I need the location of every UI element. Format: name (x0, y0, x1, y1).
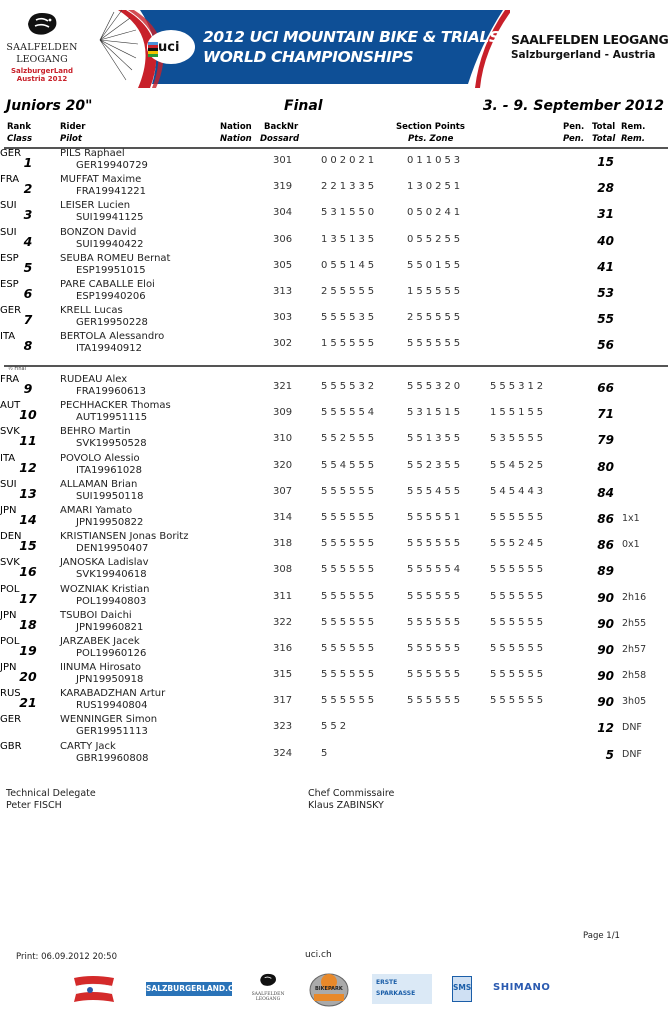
championship-title-line1: 2012 UCI MOUNTAIN BIKE & TRIALS (203, 28, 500, 46)
rider-name: RUDEAU Alex (60, 374, 128, 385)
bib-cell: 301 (273, 155, 293, 166)
col-bib: BackNr (264, 122, 299, 132)
nation-cell: SUI (0, 226, 17, 238)
col-rem: Rem. (621, 122, 646, 132)
rider-uci-id: JPN19950822 (76, 516, 144, 528)
total-cell: 41 (597, 259, 614, 274)
rank-cell: 17 (19, 590, 37, 606)
rider-name: KARABADZHAN Artur (60, 688, 166, 700)
rider-name: LEISER Lucien (60, 200, 131, 212)
rider-uci-id: ESP19940206 (76, 290, 146, 302)
total-cell: 89 (597, 564, 614, 579)
bib-cell: 314 (273, 511, 293, 523)
event-dates: 3. - 9. September 2012 (482, 98, 664, 114)
rider-uci-id: SUI19940422 (76, 238, 144, 250)
rider-uci-id: DEN19950407 (76, 543, 149, 555)
table-row (0, 331, 670, 357)
logo-text-austria: Austria 2012 (16, 75, 68, 83)
rider-name: TSUBOI Daichi (60, 609, 132, 621)
nation-cell: SVK (0, 557, 20, 569)
section-points-lap3: 555245 (490, 538, 547, 550)
section-points-lap2: 155555 (407, 285, 464, 297)
table-row (0, 426, 670, 452)
total-cell: 90 (597, 616, 614, 631)
total-cell: 90 (597, 642, 614, 657)
technical-delegate-label: Technical Delegate (6, 788, 96, 799)
rider-name: KRELL Lucas (60, 305, 123, 317)
section-points-lap2: 555554 (407, 564, 464, 576)
section-points-lap3: 555555 (490, 669, 547, 681)
rider-uci-id: GBR19960808 (76, 752, 149, 764)
austria-sponsor-logo (72, 974, 118, 1006)
section-points-lap1: 555555 (321, 616, 378, 628)
rider-uci-id: SVK19950528 (76, 438, 147, 450)
total-cell: 5 (605, 747, 614, 762)
category-title: Juniors 20" (6, 98, 93, 114)
erste-text: ERSTE (376, 979, 398, 986)
section-points-lap1: 552 (321, 721, 350, 733)
bib-cell: 316 (273, 642, 293, 654)
section-points-lap1: 221335 (321, 181, 378, 193)
table-row (0, 610, 670, 636)
section-points-lap1: 002021 (321, 155, 378, 166)
rider-name: POVOLO Alessio (60, 452, 140, 464)
rank-cell: 10 (19, 407, 37, 423)
table-row (0, 253, 670, 279)
nation-cell: ESP (0, 252, 19, 264)
nation-cell: SUI (0, 200, 17, 212)
nation-cell: GBR (0, 740, 22, 752)
col-section-points-fr: Pts. Zone (408, 134, 454, 144)
rider-name: JANOSKA Ladislav (60, 557, 149, 569)
section-points-lap2: 552355 (407, 459, 464, 471)
section-points-lap2: 551355 (407, 433, 464, 445)
rider-name: CARTY Jack (60, 740, 116, 752)
phase-title: Final (284, 98, 323, 114)
bib-cell: 309 (273, 407, 293, 419)
nation-cell: ITA (0, 452, 16, 464)
sparkasse-text: SPARKASSE (376, 990, 416, 997)
remark-cell: 2h58 (622, 670, 647, 682)
saalfelden-leogang-logo (4, 8, 76, 88)
nation-cell: ESP (0, 278, 19, 290)
half-final-divider (4, 365, 668, 367)
nation-cell: JPN (0, 609, 17, 621)
rider-name: SEUBA ROMEU Bernat (60, 252, 171, 264)
section-points-lap1: 155555 (321, 338, 378, 350)
nation-cell: SVK (0, 426, 20, 438)
rider-uci-id: ITA19961028 (76, 464, 143, 476)
nation-cell: AUT (0, 400, 21, 412)
rider-uci-id: ESP19951015 (76, 264, 146, 276)
section-points-lap1: 555555 (321, 564, 378, 576)
remark-cell: 2h16 (622, 591, 647, 603)
col-pen: Pen. (563, 122, 585, 132)
rank-cell: 20 (19, 669, 37, 685)
section-points-lap1: 255555 (321, 285, 378, 297)
rider-uci-id: SUI19941125 (76, 212, 144, 224)
total-cell: 84 (597, 485, 614, 500)
section-points-lap1: 555555 (321, 590, 378, 602)
section-points-lap3: 555555 (490, 642, 547, 654)
total-cell: 86 (597, 511, 614, 526)
section-points-lap2: 555555 (407, 338, 464, 350)
nation-cell: DEN (0, 531, 22, 543)
col-rider-fr: Pilot (60, 134, 82, 144)
section-points-lap3: 555555 (490, 590, 547, 602)
bib-cell: 317 (273, 695, 293, 707)
rider-uci-id: AUT19951115 (76, 412, 148, 424)
col-nation: Nation (220, 122, 252, 132)
section-points-lap1: 555555 (321, 538, 378, 550)
table-header (0, 122, 670, 148)
erste-sparkasse-logo (372, 974, 432, 1004)
bib-cell: 303 (273, 312, 293, 324)
rider-name: MUFFAT Maxime (60, 174, 142, 186)
total-cell: 53 (597, 285, 614, 300)
rider-name: AMARI Yamato (60, 504, 133, 516)
technical-delegate-name: Peter FISCH (6, 800, 62, 811)
rank-cell: 21 (19, 695, 37, 711)
rider-uci-id: ITA19940912 (76, 343, 143, 355)
total-cell: 31 (597, 207, 614, 222)
table-row (0, 400, 670, 426)
section-points-lap3: 155155 (490, 407, 547, 419)
section-points-lap2: 555551 (407, 511, 464, 523)
bikepark-logo (308, 970, 350, 1008)
total-cell: 40 (597, 233, 614, 248)
championship-title-line2: WORLD CHAMPIONSHIPS (203, 48, 414, 66)
bib-cell: 302 (273, 338, 293, 350)
page-number: Page 1/1 (583, 931, 620, 941)
remark-cell: 1x1 (622, 512, 640, 524)
total-cell: 56 (597, 338, 614, 353)
section-points-lap2: 011053 (407, 155, 464, 166)
table-row (0, 374, 670, 400)
rider-name: JARZABEK Jacek (60, 635, 140, 647)
table-row (0, 305, 670, 331)
col-pen-fr: Pen. (563, 134, 585, 144)
total-cell: 55 (597, 312, 614, 327)
nation-cell: POL (0, 635, 20, 647)
rank-cell: 16 (19, 564, 37, 580)
rank-cell: 6 (23, 285, 33, 301)
rider-name: ALLAMAN Brian (60, 478, 138, 490)
col-rider: Rider (60, 122, 86, 132)
nation-cell: POL (0, 583, 20, 595)
section-points-lap1: 135135 (321, 233, 378, 245)
bib-cell: 310 (273, 433, 293, 445)
final-results-table (0, 148, 670, 358)
event-title-row (6, 98, 664, 118)
nation-cell: FRA (0, 174, 20, 186)
section-points-lap1: 555535 (321, 312, 378, 324)
nation-cell: GER (0, 305, 22, 317)
section-points-lap1: 555555 (321, 669, 378, 681)
venue-title (511, 32, 668, 61)
rider-name: BEHRO Martin (60, 426, 131, 438)
rider-uci-id: SVK19940618 (76, 569, 147, 581)
total-cell: 90 (597, 669, 614, 684)
total-cell: 90 (597, 695, 614, 710)
col-rem-fr: Rem. (621, 134, 645, 144)
championship-title (203, 27, 500, 67)
total-cell: 12 (597, 721, 614, 736)
col-nation-fr: Nation (220, 134, 252, 144)
section-points-lap2: 130251 (407, 181, 464, 193)
rider-uci-id: GER19951113 (76, 726, 148, 738)
section-points-lap2: 555555 (407, 669, 464, 681)
col-section-points: Section Points (396, 122, 465, 132)
section-points-lap2: 555555 (407, 590, 464, 602)
total-cell: 86 (597, 538, 614, 553)
table-row (0, 148, 670, 174)
rank-cell: 2 (23, 181, 33, 197)
rank-cell: 15 (19, 538, 37, 554)
section-points-lap1: 554555 (321, 459, 378, 471)
sms-logo: SMS (452, 976, 472, 1002)
venue-region: Salzburgerland - Austria (511, 49, 656, 61)
lion-icon (24, 10, 60, 38)
salzburgerland-logo: SALZBURGERLAND.COM (146, 982, 232, 996)
officials (6, 788, 666, 812)
section-points-lap2: 050241 (407, 207, 464, 219)
section-points-lap3: 554525 (490, 459, 547, 471)
section-points-lap2: 555555 (407, 695, 464, 707)
nation-cell: GER (0, 714, 22, 726)
remark-cell: 3h05 (622, 696, 647, 708)
sponsor-logos (0, 970, 670, 1010)
rank-cell: 18 (19, 616, 37, 632)
rank-cell: 5 (23, 259, 33, 275)
bib-cell: 324 (273, 747, 293, 759)
total-cell: 28 (597, 181, 614, 196)
rider-name: PECHHACKER Thomas (60, 400, 171, 412)
rank-cell: 19 (19, 642, 37, 658)
table-row (0, 200, 670, 226)
remark-cell: DNF (622, 748, 642, 760)
rider-uci-id: GER19950228 (76, 317, 148, 329)
section-points-lap1: 5 (321, 747, 331, 759)
rank-cell: 12 (19, 459, 37, 475)
col-rank: Rank (7, 122, 31, 132)
rider-uci-id: SUI19950118 (76, 490, 144, 502)
website-link[interactable]: uci.ch (305, 950, 332, 960)
col-total-fr: Total (592, 134, 616, 144)
saalfelden-sponsor-logo (250, 972, 286, 1008)
remark-cell: 2h57 (622, 643, 647, 655)
logo-text-saalfelden: SAALFELDEN (6, 42, 78, 53)
svg-text:uci: uci (158, 40, 180, 55)
total-cell: 15 (597, 155, 614, 169)
section-points-lap2: 555555 (407, 616, 464, 628)
table-row (0, 662, 670, 688)
rank-cell: 14 (19, 511, 37, 527)
col-rank-fr: Class (7, 134, 33, 144)
table-row (0, 174, 670, 200)
lion-small-icon (258, 972, 278, 988)
table-row (0, 741, 670, 767)
section-points-lap1: 055145 (321, 259, 378, 271)
rank-cell: 9 (23, 381, 33, 396)
rider-uci-id: POL19940803 (76, 595, 147, 607)
chef-commissaire-label: Chef Commissaire (308, 788, 395, 799)
nation-cell: JPN (0, 662, 17, 674)
table-row (0, 584, 670, 610)
saalfelden-sponsor-line2: LEOGANG (255, 997, 281, 1002)
section-points-lap2: 555555 (407, 538, 464, 550)
logo-text-leogang: LEOGANG (16, 54, 68, 65)
table-row (0, 531, 670, 557)
saalfelden-sponsor-line1: SAALFELDEN (251, 992, 285, 997)
section-points-lap1: 531550 (321, 207, 378, 219)
rank-cell: 13 (19, 485, 37, 501)
section-points-lap3: 555555 (490, 511, 547, 523)
rider-name: BERTOLA Alessandro (60, 331, 165, 343)
bib-cell: 318 (273, 538, 293, 550)
bib-cell: 311 (273, 590, 293, 602)
section-points-lap1: 555555 (321, 485, 378, 497)
nation-cell: JPN (0, 504, 17, 516)
section-points-lap2: 055255 (407, 233, 464, 245)
rank-cell: 4 (23, 233, 33, 249)
table-row (0, 479, 670, 505)
section-points-lap1: 555555 (321, 695, 378, 707)
bib-cell: 315 (273, 669, 293, 681)
rider-name: WOZNIAK Kristian (60, 583, 150, 595)
section-points-lap3: 555555 (490, 695, 547, 707)
event-banner (0, 0, 670, 92)
bib-cell: 319 (273, 181, 293, 193)
rider-name: PARE CABALLE Eloi (60, 278, 155, 290)
rank-cell: 3 (23, 207, 33, 223)
bib-cell: 321 (273, 381, 293, 392)
section-points-lap1: 552555 (321, 433, 378, 445)
nation-cell: FRA (0, 374, 20, 385)
nation-cell: SUI (0, 478, 17, 490)
remark-cell: DNF (622, 722, 642, 734)
shimano-logo: SHIMANO (493, 982, 551, 993)
chef-commissaire-name: Klaus ZABINSKY (308, 800, 384, 811)
total-cell: 71 (597, 407, 614, 422)
half-final-label: ½ Final (8, 366, 26, 372)
section-points-lap3: 555555 (490, 564, 547, 576)
section-points-lap1: 555532 (321, 381, 378, 392)
bib-cell: 305 (273, 259, 293, 271)
rider-uci-id: RUS19940804 (76, 700, 148, 712)
bib-cell: 322 (273, 616, 293, 628)
rank-cell: 8 (23, 338, 33, 354)
section-points-lap3: 535555 (490, 433, 547, 445)
uci-logo (144, 28, 196, 66)
col-bib-fr: Dossard (260, 134, 300, 144)
remark-cell: 2h55 (622, 617, 647, 629)
table-row (0, 714, 670, 740)
bib-cell: 306 (273, 233, 293, 245)
total-cell: 66 (597, 381, 614, 395)
table-row (0, 688, 670, 714)
bib-cell: 323 (273, 721, 293, 733)
bib-cell: 307 (273, 485, 293, 497)
half-final-results-table (0, 374, 670, 767)
rider-name: BONZON David (60, 226, 137, 238)
nation-cell: ITA (0, 331, 16, 343)
section-points-lap1: 555555 (321, 511, 378, 523)
rider-name: IINUMA Hirosato (60, 662, 142, 674)
rider-uci-id: FRA19941221 (76, 186, 147, 198)
table-row (0, 557, 670, 583)
bib-cell: 313 (273, 285, 293, 297)
rider-uci-id: JPN19950918 (76, 674, 144, 686)
chef-commissaire (308, 788, 394, 812)
total-cell: 79 (597, 433, 614, 448)
col-total: Total (592, 122, 616, 132)
table-row (0, 279, 670, 305)
rider-uci-id: FRA19960613 (76, 386, 147, 397)
section-points-lap2: 555320 (407, 381, 464, 392)
rank-cell: 11 (19, 433, 37, 449)
rider-uci-id: GER19940729 (76, 160, 148, 171)
section-points-lap1: 555554 (321, 407, 378, 419)
venue-name: SAALFELDEN LEOGANG (511, 32, 669, 47)
section-points-lap2: 555455 (407, 485, 464, 497)
section-points-lap3: 555312 (490, 381, 547, 392)
section-points-lap2: 531515 (407, 407, 464, 419)
table-row (0, 227, 670, 253)
section-points-lap2: 550155 (407, 259, 464, 271)
rider-name: PILS Raphael (60, 148, 125, 159)
rider-name: WENNINGER Simon (60, 714, 158, 726)
nation-cell: GER (0, 148, 22, 159)
table-row (0, 636, 670, 662)
total-cell: 80 (597, 459, 614, 474)
bib-cell: 304 (273, 207, 293, 219)
rank-cell: 7 (23, 312, 33, 328)
rider-uci-id: JPN19960821 (76, 621, 144, 633)
section-points-lap3: 555555 (490, 616, 547, 628)
rider-name: KRISTIANSEN Jonas Boritz (60, 531, 189, 543)
table-row (0, 453, 670, 479)
total-cell: 90 (597, 590, 614, 605)
print-timestamp: Print: 06.09.2012 20:50 (16, 952, 117, 962)
section-points-lap2: 255555 (407, 312, 464, 324)
rider-uci-id: POL19960126 (76, 647, 147, 659)
remark-cell: 0x1 (622, 539, 640, 551)
section-points-lap2: 555555 (407, 642, 464, 654)
section-points-lap3: 545443 (490, 485, 547, 497)
rank-cell: 1 (23, 155, 33, 170)
section-points-lap1: 555555 (321, 642, 378, 654)
logo-text-salzburgerland: SalzburgerLand (10, 67, 74, 75)
table-row (0, 505, 670, 531)
bib-cell: 320 (273, 459, 293, 471)
bib-cell: 308 (273, 564, 293, 576)
nation-cell: RUS (0, 688, 21, 700)
bikepark-text: BIKEPARK (315, 986, 343, 992)
